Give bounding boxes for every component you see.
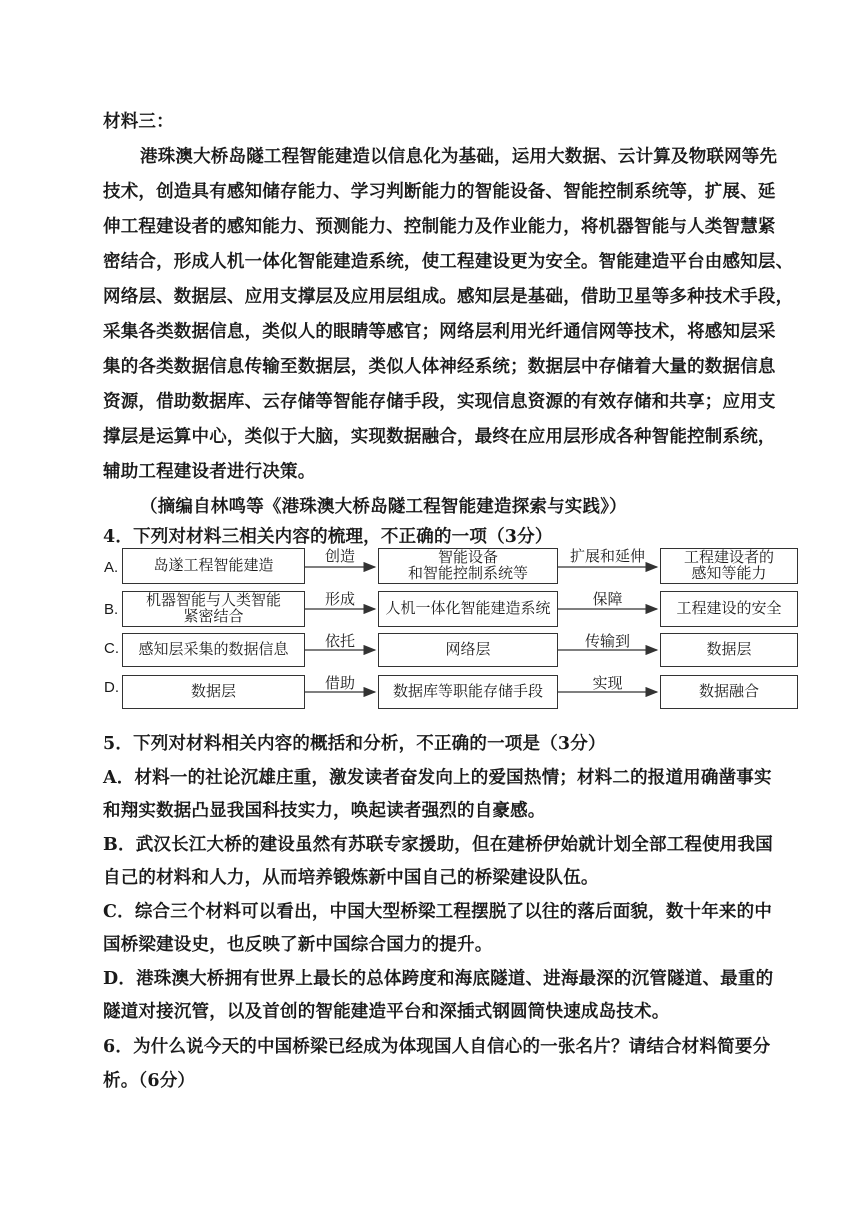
box-a2: 智能设备 和智能控制系统等 <box>378 548 558 584</box>
paragraph-line: 网络层、数据层、应用支撑层及应用层组成。感知层是基础，借助卫星等多种技术手段， <box>103 287 794 307</box>
arrow-label-b2: 保障 <box>592 591 623 608</box>
paragraph-line: 密结合，形成人机一体化智能建造系统，使工程建设更为安全。智能建造平台由感知层、 <box>103 252 794 272</box>
box-d2: 数据库等职能存储手段 <box>378 675 558 709</box>
box-a3: 工程建设者的 感知等能力 <box>660 548 798 584</box>
q5-option-line: A．材料一的社论沉雄庄重，激发读者奋发向上的爱国热情；材料二的报道用确凿事实 <box>103 768 772 788</box>
arrow-label-a1: 创造 <box>324 548 355 565</box>
box-a1: 岛遂工程智能建造 <box>122 548 305 584</box>
paragraph-line: 伸工程建设者的感知能力、预测能力、控制能力及作业能力，将机器智能与人类智慧紧 <box>103 217 776 237</box>
box-c1: 感知层采集的数据信息 <box>122 633 305 667</box>
option-letter-d: D. <box>104 679 119 696</box>
q5-option-line: 自己的材料和人力，从而培养锻炼新中国自己的桥梁建设队伍。 <box>103 868 599 888</box>
paragraph-line: 撑层是运算中心，类似于大脑，实现数据融合，最终在应用层形成各种智能控制系统， <box>103 427 776 447</box>
box-d1: 数据层 <box>122 675 305 709</box>
q5-option-line: D．港珠澳大桥拥有世界上最长的总体跨度和海底隧道、进海最深的沉管隧道、最重的 <box>103 969 774 989</box>
box-c3: 数据层 <box>660 633 798 667</box>
paragraph-line: 港珠澳大桥岛隧工程智能建造以信息化为基础，运用大数据、云计算及物联网等先 <box>140 147 778 167</box>
arrow-label-c2: 传输到 <box>584 633 630 650</box>
q4-flow-diagram <box>100 542 805 717</box>
paragraph-line: 技术，创造具有感知储存能力、学习判断能力的智能设备、智能控制系统等，扩展、延 <box>103 182 776 202</box>
arrow-label-d2: 实现 <box>592 675 623 692</box>
paragraph-line: 集的各类数据信息传输至数据层，类似人体神经系统；数据层中存储着大量的数据信息 <box>103 357 776 377</box>
option-letter-b: B. <box>104 601 119 618</box>
paragraph-line: 资源，借助数据库、云存储等智能存储手段，实现信息资源的有效存储和共享；应用支 <box>103 392 776 412</box>
q5-option-line: 隧道对接沉管，以及首创的智能建造平台和深插式钢圆筒快速成岛技术。 <box>103 1002 670 1022</box>
material-heading: 材料三： <box>103 112 174 132</box>
source-citation: （摘编自林鸣等《港珠澳大桥岛隧工程智能建造探索与实践》） <box>140 497 627 517</box>
box-b3: 工程建设的安全 <box>660 591 798 627</box>
box-c2: 网络层 <box>378 633 558 667</box>
q5-stem: 5．下列对材料相关内容的概括和分析，不正确的一项是（3分） <box>103 734 606 754</box>
box-b2: 人机一体化智能建造系统 <box>378 591 558 627</box>
q6-stem-line: 6．为什么说今天的中国桥梁已经成为体现国人自信心的一张名片？请结合材料简要分 <box>103 1037 771 1057</box>
option-letter-c: C. <box>104 640 119 657</box>
q5-option-line: B．武汉长江大桥的建设虽然有苏联专家援助，但在建桥伊始就计划全部工程使用我国 <box>103 835 773 855</box>
q5-option-line: C．综合三个材料可以看出，中国大型桥梁工程摆脱了以往的落后面貌，数十年来的中 <box>103 902 773 922</box>
option-letter-a: A. <box>104 559 119 576</box>
box-d3: 数据融合 <box>660 675 798 709</box>
q5-option-line: 国桥梁建设史，也反映了新中国综合国力的提升。 <box>103 935 493 955</box>
arrow-label-a2: 扩展和延伸 <box>569 548 645 565</box>
q5-option-line: 和翔实数据凸显我国科技实力，唤起读者强烈的自豪感。 <box>103 801 546 821</box>
q4-stem: 4．下列对材料三相关内容的梳理，不正确的一项（3分） <box>103 527 553 547</box>
arrow-label-b1: 形成 <box>324 591 355 608</box>
arrow-label-d1: 借助 <box>324 675 355 692</box>
paragraph-line: 辅助工程建设者进行决策。 <box>103 462 316 482</box>
q6-stem-line: 析。（6分） <box>103 1071 196 1091</box>
box-b1: 机器智能与人类智能 紧密结合 <box>122 591 305 627</box>
arrow-label-c1: 依托 <box>324 633 355 650</box>
paragraph-line: 采集各类数据信息，类似人的眼睛等感官；网络层利用光纤通信网等技术，将感知层采 <box>103 322 776 342</box>
